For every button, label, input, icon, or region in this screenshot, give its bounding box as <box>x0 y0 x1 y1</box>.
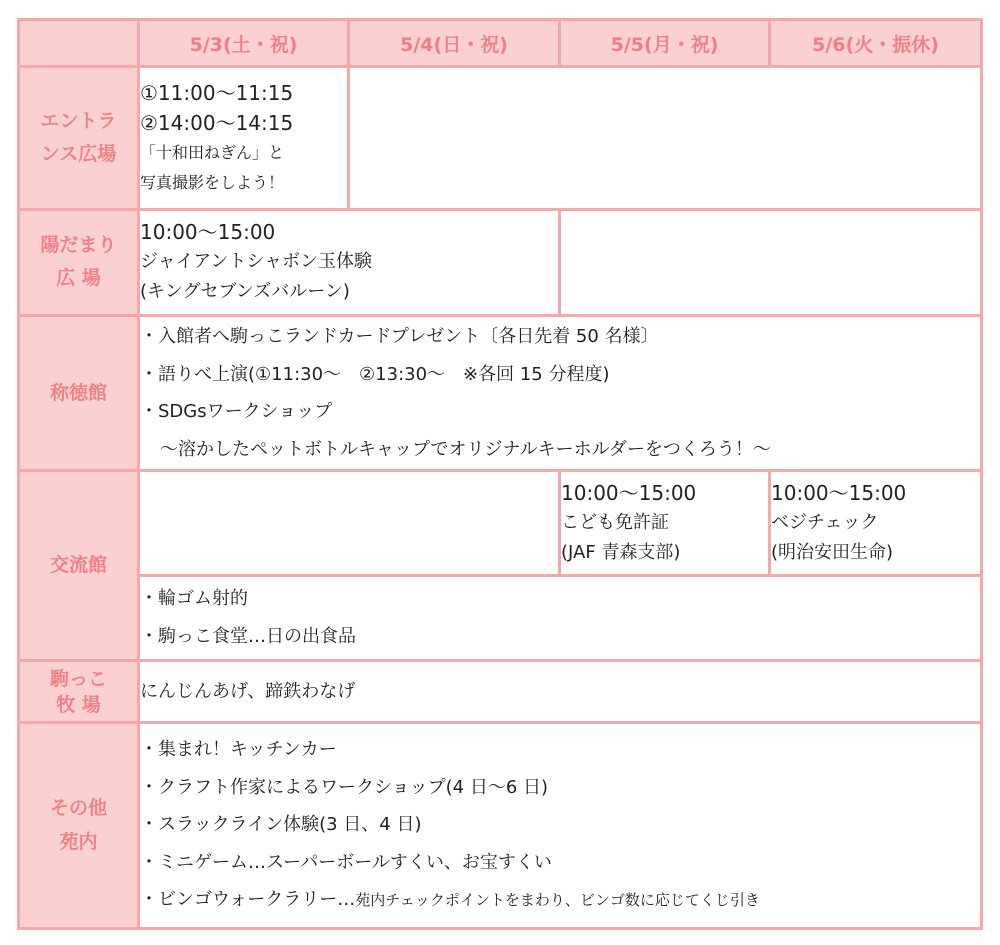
date-header-0504: 5/4(日・祝) <box>349 20 560 67</box>
list-item: ・スラックライン体験(3 日、4 日) <box>140 814 422 836</box>
row-label-shotoku: 称徳館 <box>19 315 139 471</box>
koryu-cell-empty <box>139 471 560 575</box>
row-label-bokujo: 駒っこ 牧 場 <box>19 661 139 723</box>
row-label-hidamari: 陽だまり 広 場 <box>19 209 139 315</box>
date-header-0506: 5/6(火・振休) <box>770 20 982 67</box>
row-other <box>19 723 982 929</box>
list-item: ・語りべ上演(①11:30～ ②13:30～ ※各回 15 分程度) <box>140 363 610 385</box>
list-item: ・ビンゴウォークラリー…苑内チェックポイントをまわり、ビンゴ数に応じてくじ引き <box>140 889 760 911</box>
list-item: ・輪ゴム射的 <box>140 588 248 610</box>
date-header-0505: 5/5(月・祝) <box>560 20 770 67</box>
entrance-cell-0503: ①11:00～11:15 ②14:00～14:15 「十和田ねぎん」と 写真撮影をしよう！ <box>139 67 349 209</box>
row-label-koryu: 交流館 <box>19 471 139 661</box>
list-item: ・入館者へ駒っこランドカードプレゼント〔各日先着 50 名様〕 <box>140 326 659 348</box>
koryu-cell-0505: 10:00～15:00 こども免許証 (JAF 青森支部) <box>560 471 770 575</box>
hidamari-cell-empty <box>560 209 982 315</box>
row-bokujo <box>19 661 982 723</box>
other-cell <box>139 723 982 929</box>
list-item: ～溶かしたペットボトルキャップでオリジナルキーホルダーをつくろう！～ <box>160 438 771 460</box>
list-item: ・集まれ！キッチンカー <box>140 739 337 761</box>
row-label-other: その他 苑内 <box>19 723 139 929</box>
list-item: ・ミニゲーム…スーパーボールすくい、お宝すくい <box>140 851 552 873</box>
list-item: ・駒っこ食堂…日の出食品 <box>140 625 356 647</box>
bokujo-cell: にんじんあげ、蹄鉄わなげ <box>139 661 982 723</box>
header-row <box>19 20 982 67</box>
shotoku-cell <box>139 315 982 471</box>
koryu-cell-all <box>139 575 982 660</box>
date-header-0503: 5/3(土・祝) <box>139 20 349 67</box>
row-entrance <box>19 67 982 209</box>
list-item: ・クラフト作家によるワークショップ(4 日～6 日) <box>140 776 549 798</box>
corner-cell <box>19 20 139 67</box>
row-koryu-bottom <box>19 575 982 660</box>
row-koryu-top <box>19 471 982 575</box>
event-schedule-table <box>17 18 983 930</box>
koryu-cell-0506: 10:00～15:00 ベジチェック (明治安田生命) <box>770 471 982 575</box>
row-label-entrance: エントラ ンス広場 <box>19 67 139 209</box>
list-item: ・SDGsワークショップ <box>140 401 333 423</box>
entrance-cell-empty <box>349 67 982 209</box>
hidamari-cell-0503-0504: 10:00～15:00 ジャイアントシャボン玉体験 (キングセブンズバルーン) <box>139 209 560 315</box>
row-hidamari <box>19 209 982 315</box>
row-shotoku <box>19 315 982 471</box>
